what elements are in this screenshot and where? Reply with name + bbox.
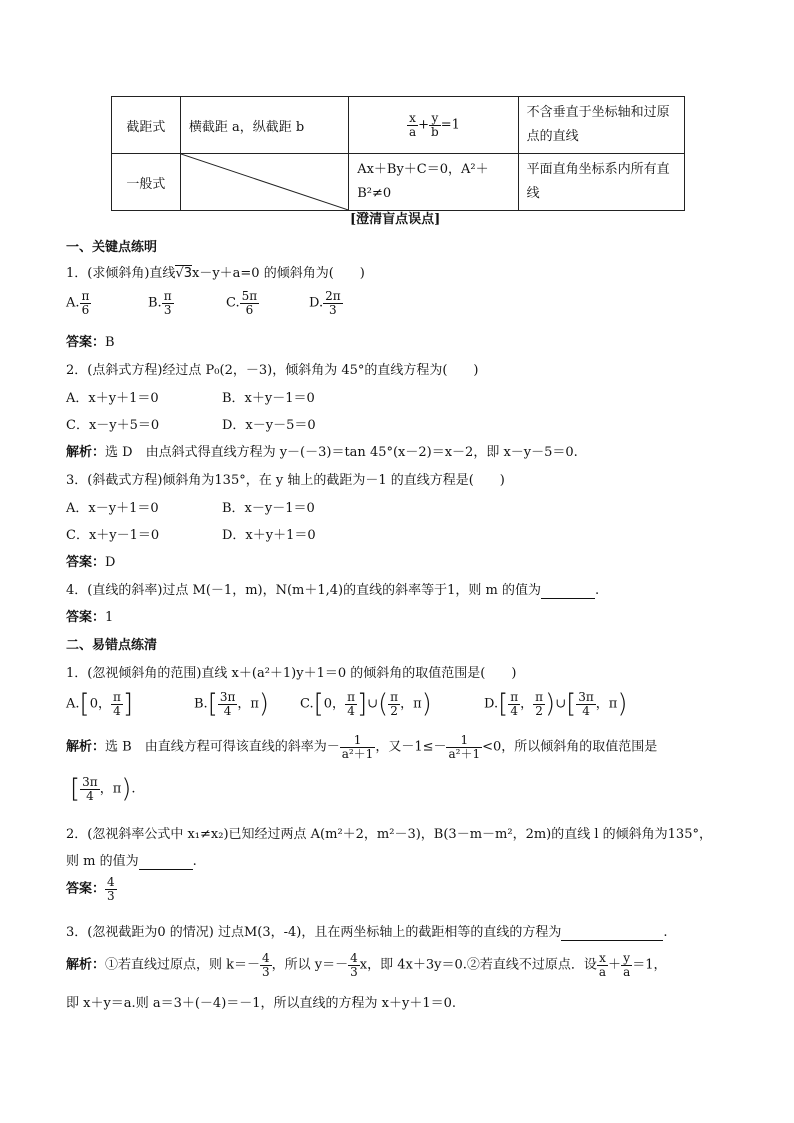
denominator: a [408, 124, 417, 139]
option-b [194, 689, 269, 719]
table-cell: 截距式 [112, 97, 181, 154]
table-cell-empty [180, 154, 348, 211]
numerator: 3π [82, 774, 98, 789]
analysis-text: x，即 4x＋3y＝0.②若直线不过原点．设 [359, 957, 597, 973]
denominator: 3 [350, 964, 358, 979]
fraction [240, 290, 260, 316]
bracket: [ [566, 689, 577, 719]
option-a: A．x－y＋1＝0 [66, 501, 159, 516]
analysis-label: 解析： [66, 957, 106, 973]
numerator: 1 [446, 734, 482, 748]
denominator: 4 [223, 703, 232, 718]
denominator: b [431, 124, 439, 139]
interval-text: 0， [323, 696, 346, 712]
analysis-text: ，所以 y＝－ [271, 957, 349, 973]
option-a: A．x＋y＋1＝0 [66, 391, 159, 406]
question-2-2: 2．(忽视斜率公式中 x₁≠x₂)已知经过两点 A(m²＋2，m²－3)，B(3－m－m²，2m)的直线 l 的倾斜角为135°， [66, 827, 712, 842]
option-label: A. [66, 295, 80, 311]
question-2-3 [66, 921, 667, 941]
stem-text: x－y＋a=0 的倾斜角为( ) [191, 266, 365, 281]
bracket: [ [313, 689, 324, 719]
option-c: C．x－y＋5＝0 [66, 418, 160, 433]
analysis-line [66, 734, 657, 760]
stem-end: . [663, 925, 668, 940]
numerator: π [510, 689, 519, 704]
section-title: [澄清盲点误点] [350, 212, 441, 227]
interval-text: ，π [595, 696, 618, 712]
stem-end: . [192, 854, 197, 869]
fraction [111, 691, 123, 717]
fill-blank [139, 854, 193, 870]
line-equation-table [111, 96, 685, 211]
analysis-label: 解析： [66, 445, 106, 460]
fraction [429, 112, 441, 138]
fraction [218, 691, 238, 717]
diagonal-line [181, 154, 348, 210]
numerator: x [597, 952, 608, 966]
fraction [508, 691, 520, 717]
numerator: π [163, 289, 172, 303]
analysis-text: ，又－1≤－ [375, 739, 447, 755]
analysis-text: <0，所以倾斜角的取值范围是 [482, 739, 658, 755]
bracket: [ [70, 774, 81, 804]
question-1-4 [66, 579, 599, 599]
numerator: y [429, 112, 441, 126]
numerator: y [621, 952, 632, 966]
fraction [388, 691, 400, 717]
fraction [80, 776, 100, 802]
numerator: 4 [350, 951, 358, 965]
fraction [260, 952, 272, 978]
stem-end: . [594, 583, 600, 598]
denominator: a²＋1 [341, 746, 374, 761]
analysis-interval [70, 774, 136, 804]
analysis-line [66, 952, 667, 978]
bracket: [ [207, 689, 218, 719]
denominator: 4 [510, 703, 519, 718]
interval-text: ，π [400, 696, 422, 712]
stem-text: 4．(直线的斜率)过点 M(－1，m)，N(m＋1,4)的直线的斜率等于1，则 m 的值为 [66, 583, 541, 598]
answer-line [66, 876, 117, 902]
numerator: π [347, 689, 355, 704]
answer-label: 答案： [66, 335, 106, 350]
bracket: ] [356, 689, 368, 719]
union-sign: ∪ [367, 696, 379, 712]
answer-value: 1 [105, 610, 114, 625]
fraction [407, 112, 418, 138]
interval-text: 0， [89, 696, 111, 712]
fraction [348, 952, 360, 978]
option-d: D．x－y－5＝0 [222, 418, 316, 433]
option-d [484, 689, 628, 719]
analysis-text: 选 D 由点斜式得直线方程为 y－(－3)＝tan 45°(x－2)＝x－2，即 x－y－5＝0. [105, 445, 578, 460]
fill-blank [561, 925, 663, 941]
table-row [112, 97, 685, 154]
option-label: C. [300, 696, 314, 712]
denominator: 4 [582, 703, 590, 718]
analysis-text: ①若直线过原点，则 k＝－ [105, 957, 261, 973]
question-2-2-cont [66, 850, 197, 870]
interval-text: ， [520, 696, 534, 712]
option-d: D．x＋y＋1＝0 [222, 528, 316, 543]
option-label: B. [194, 696, 208, 712]
equals-one: =1 [440, 117, 460, 133]
bracket: ) [617, 689, 628, 719]
stem-text: 3．(忽视截距为0 的情况) 过点M(3，-4)，且在两坐标轴上的截距相等的直线的方程为 [66, 925, 562, 940]
numerator: 1 [340, 734, 376, 748]
fraction [621, 952, 632, 978]
fraction [597, 952, 608, 978]
stem-text: 则 m 的值为 [66, 854, 139, 869]
table-cell-formula [349, 97, 518, 154]
denominator: 4 [347, 703, 355, 718]
part2-heading: 二、易错点练清 [66, 638, 158, 653]
analysis-line [66, 441, 578, 460]
option-label: D. [484, 696, 499, 712]
fraction [446, 734, 482, 760]
union-sign: ∪ [555, 696, 567, 712]
bracket: ) [258, 689, 270, 719]
denominator: a²＋1 [448, 746, 481, 761]
denominator: 3 [262, 964, 270, 979]
option-a [66, 290, 91, 316]
interval-text: ，π [237, 696, 259, 712]
answer-value: D [105, 555, 116, 570]
denominator: 2 [535, 703, 543, 718]
analysis-label: 解析： [66, 739, 106, 755]
bracket: ) [545, 689, 556, 719]
answer-line [66, 551, 115, 570]
question-1-3: 3．(斜截式方程)倾斜角为135°，在 y 轴上的截距为－1 的直线方程是( ) [66, 473, 505, 488]
answer-value: B [105, 335, 115, 350]
question-1-1 [66, 262, 365, 281]
denominator: 4 [113, 703, 121, 718]
sqrt-three: √3 [175, 266, 192, 281]
bracket: ] [122, 689, 134, 719]
option-label: A. [66, 696, 80, 712]
table-cell: Ax＋By＋C＝0，A²＋B²≠0 [349, 154, 518, 211]
question-2-1: 1．(忽视倾斜角的范围)直线 x＋(a²＋1)y＋1＝0 的倾斜角的取值范围是( ) [66, 666, 517, 681]
numerator: π [112, 689, 121, 704]
fraction [533, 691, 545, 717]
bracket: ) [421, 689, 432, 719]
plus-sign: + [418, 117, 429, 133]
bracket: ( [378, 689, 389, 719]
numerator: 5π [241, 289, 258, 303]
fraction [162, 290, 174, 316]
option-label: C. [226, 295, 240, 311]
denominator: 6 [245, 302, 254, 317]
denominator: 2 [390, 703, 398, 718]
numerator: 4 [262, 951, 270, 965]
table-cell: 横截距 a，纵截距 b [180, 97, 348, 154]
bracket: [ [79, 689, 90, 719]
denominator: 3 [329, 302, 337, 317]
option-label: D. [309, 295, 324, 311]
option-c: C．x＋y－1＝0 [66, 528, 160, 543]
fraction [576, 691, 596, 717]
answer-label: 答案： [66, 610, 106, 625]
numerator: 4 [107, 875, 115, 889]
analysis-line-2: 即 x＋y＝a.则 a＝3＋(－4)＝－1，所以直线的方程为 x＋y＋1＝0. [66, 996, 457, 1011]
option-label: B. [148, 295, 162, 311]
fraction [105, 876, 117, 902]
option-c [300, 689, 432, 719]
option-c [226, 290, 259, 316]
numerator: π [535, 689, 544, 704]
answer-label: 答案： [66, 881, 106, 897]
interval-text: ，π [99, 781, 122, 797]
option-b: B．x＋y－1＝0 [222, 391, 315, 406]
part1-heading: 一、关键点练明 [66, 240, 158, 255]
analysis-text: 选 B 由直线方程可得该直线的斜率为－ [105, 739, 340, 755]
numerator: π [81, 289, 90, 303]
answer-label: 答案： [66, 555, 106, 570]
numerator: 3π [219, 689, 236, 704]
table-cell: 一般式 [112, 154, 181, 211]
period: . [131, 781, 136, 797]
denominator: a [598, 964, 607, 979]
fraction [340, 734, 376, 760]
stem-text: 1．(求倾斜角)直线 [66, 266, 176, 281]
numerator: 3π [578, 689, 594, 704]
answer-line [66, 331, 115, 350]
option-b [148, 290, 174, 316]
numerator: 2π [325, 289, 341, 303]
fraction [80, 290, 92, 316]
fraction [323, 290, 343, 316]
bracket: ) [121, 774, 132, 804]
answer-line [66, 606, 113, 625]
numerator: π [390, 689, 399, 704]
denominator: 3 [163, 302, 172, 317]
option-a [66, 689, 133, 719]
fill-blank [541, 583, 595, 599]
bracket: [ [498, 689, 509, 719]
analysis-text: ＝1， [632, 957, 667, 973]
option-d [309, 290, 343, 316]
denominator: 6 [81, 302, 90, 317]
denominator: 3 [107, 888, 115, 903]
denominator: 4 [86, 788, 94, 803]
plus-sign: ＋ [608, 957, 622, 973]
question-1-2: 2．(点斜式方程)经过点 P₀(2，－3)，倾斜角为 45°的直线方程为( ) [66, 363, 479, 378]
numerator: x [407, 112, 418, 126]
denominator: a [623, 964, 631, 979]
option-b: B．x－y－1＝0 [222, 501, 315, 516]
table-cell: 平面直角坐标系内所有直线 [518, 154, 684, 211]
table-row [112, 154, 685, 211]
fraction [345, 691, 357, 717]
table-cell: 不含垂直于坐标轴和过原点的直线 [518, 97, 684, 154]
